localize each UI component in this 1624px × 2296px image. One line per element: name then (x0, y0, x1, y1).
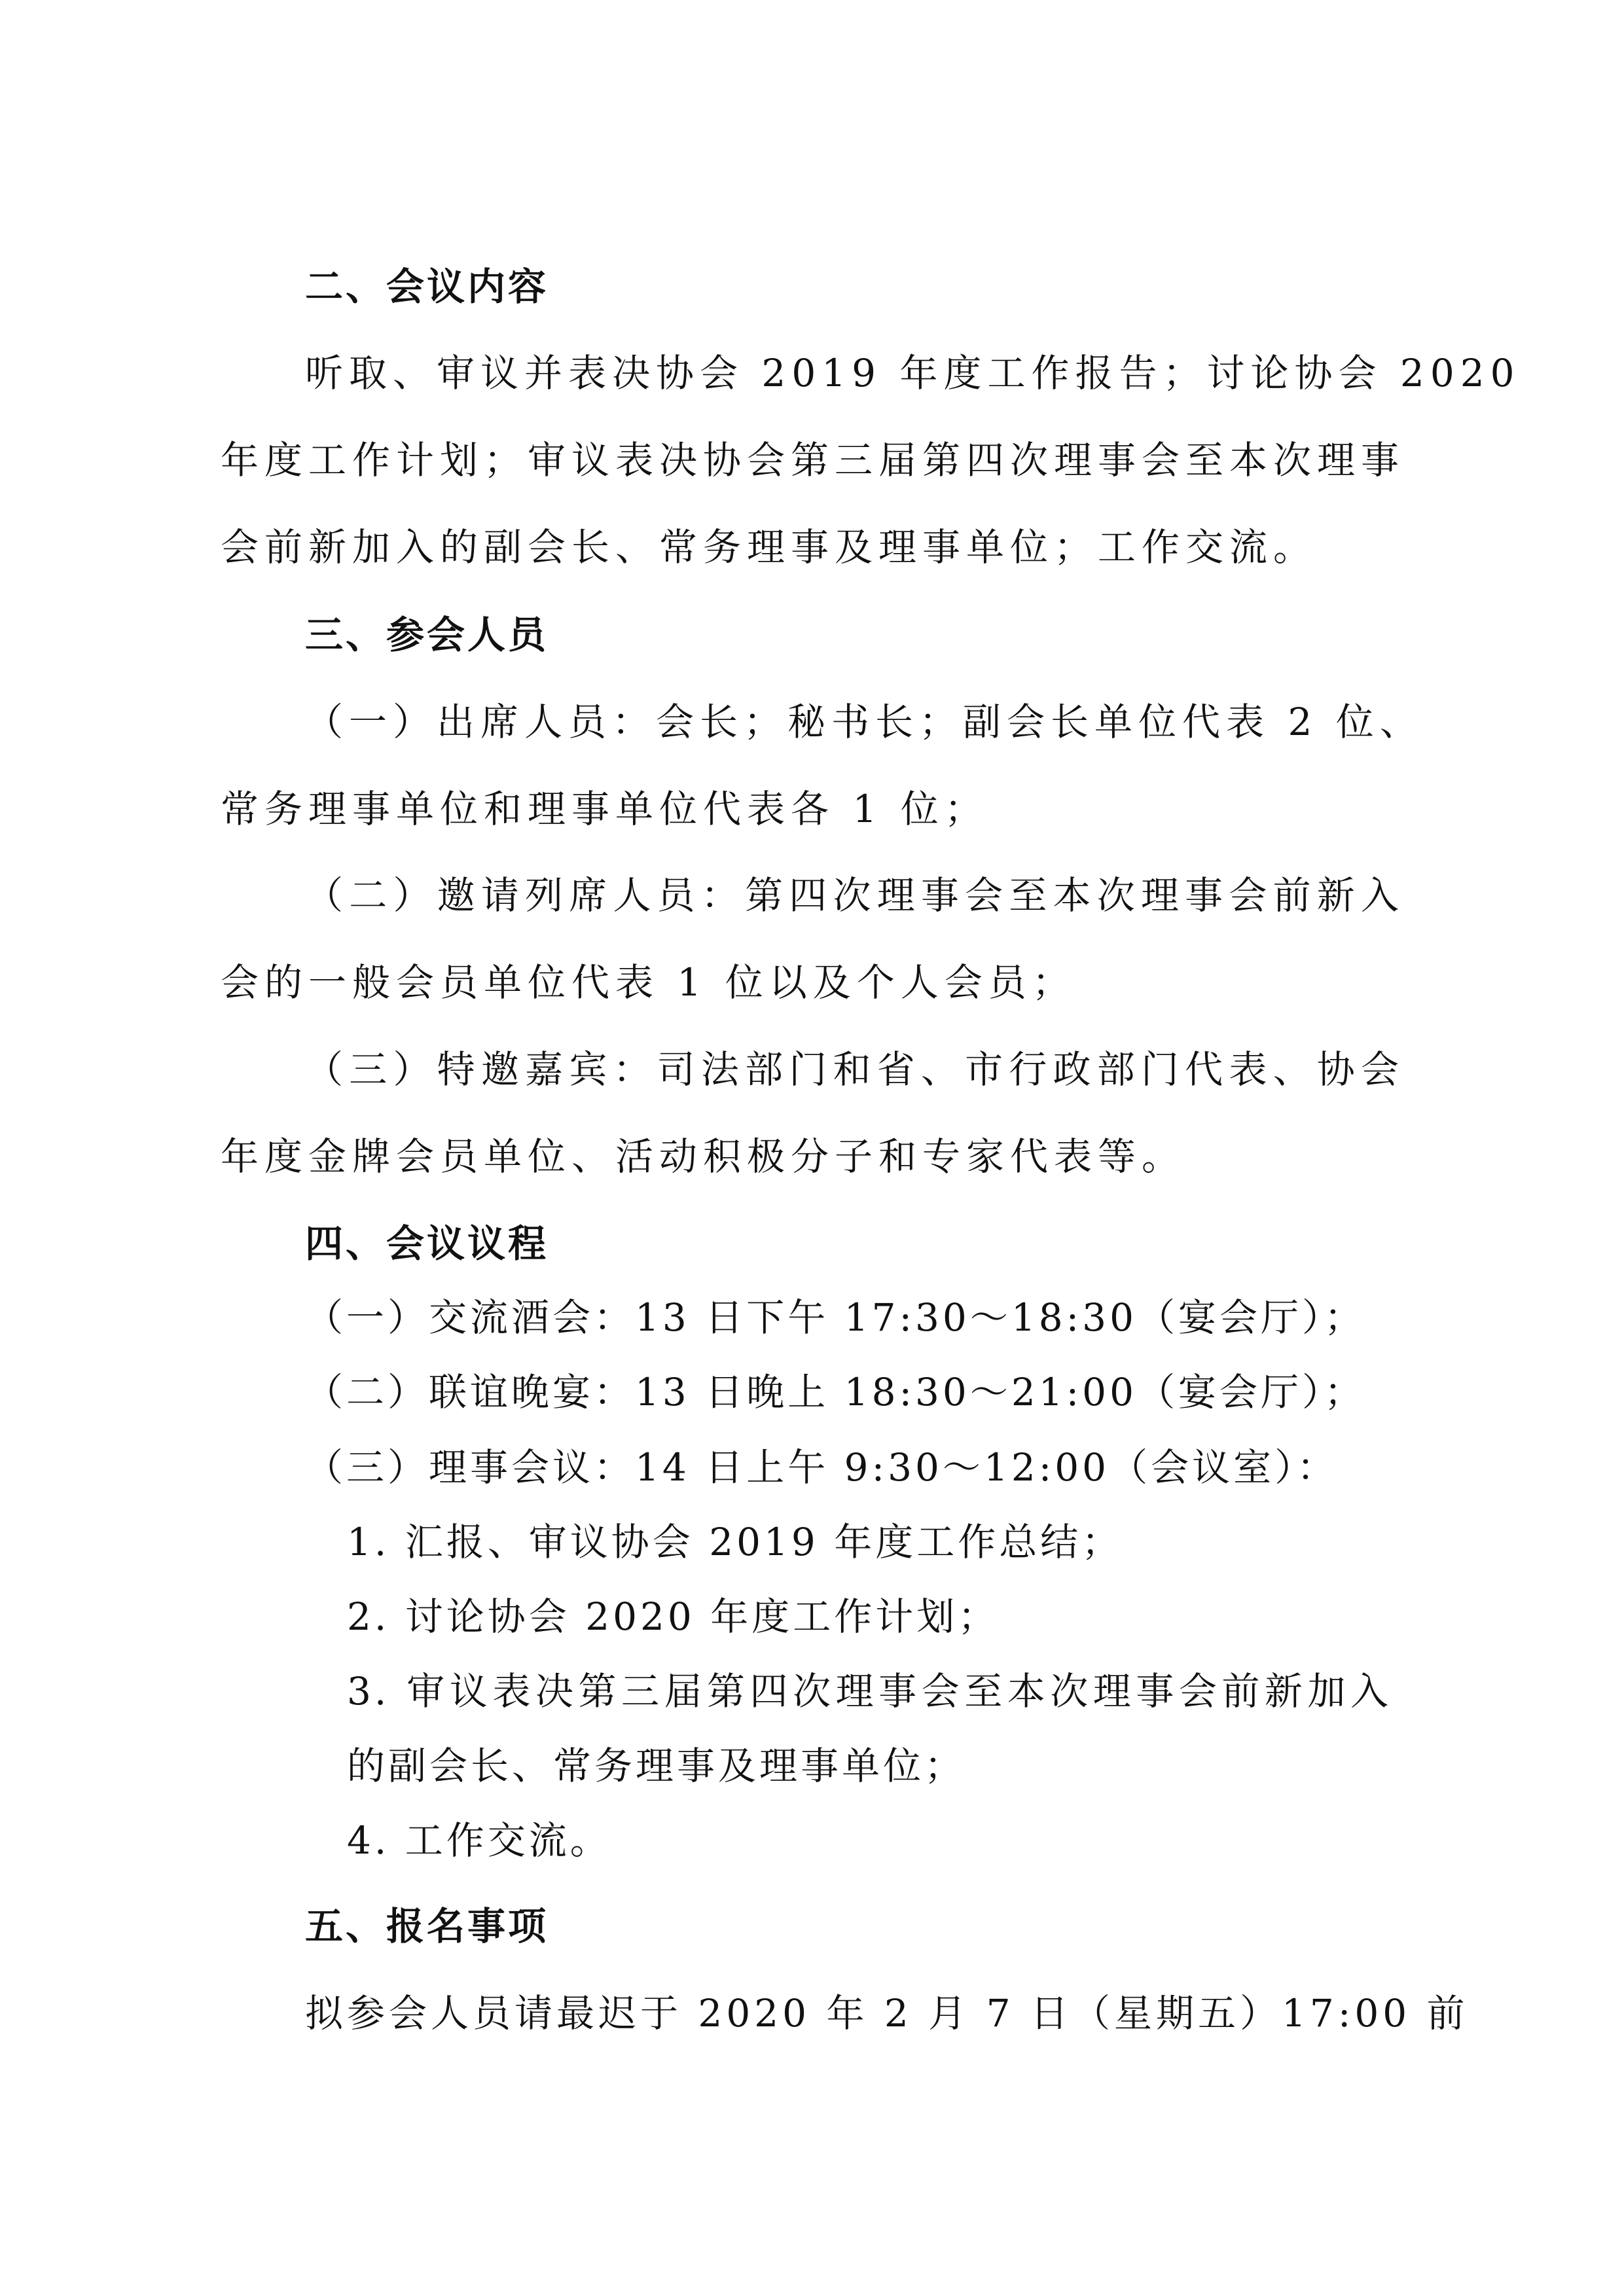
attendees-line-5: （三）特邀嘉宾：司法部门和省、市行政部门代表、协会 (305, 1047, 1405, 1092)
agenda-subitem-4: 4. 工作交流。 (347, 1818, 611, 1863)
attendees-line-6: 年度金牌会员单位、活动积极分子和专家代表等。 (221, 1134, 1186, 1179)
section-heading-meeting-content: 二、会议内容 (305, 264, 549, 309)
attendees-line-4: 会的一般会员单位代表 1 位以及个人会员； (221, 960, 1076, 1005)
meeting-content-line-3: 会前新加入的副会长、常务理事及理事单位；工作交流。 (221, 525, 1318, 569)
section-heading-attendees: 三、参会人员 (305, 613, 549, 657)
registration-line-1: 拟参会人员请最迟于 2020 年 2 月 7 日（星期五）17:00 前 (305, 1991, 1469, 2036)
agenda-subitem-3: 3. 审议表决第三届第四次理事会至本次理事会前新加入 (347, 1669, 1392, 1713)
agenda-subitem-1: 1. 汇报、审议协会 2019 年度工作总结； (347, 1520, 1123, 1564)
meeting-content-line-1: 听取、审议并表决协会 2019 年度工作报告；讨论协会 2020 (305, 351, 1521, 395)
attendees-line-2: 常务理事单位和理事单位代表各 1 位； (221, 787, 988, 831)
attendees-line-1: （一）出席人员：会长；秘书长；副会长单位代表 2 位、 (305, 700, 1424, 744)
agenda-item-council-meeting: （三）理事会议：14 日上午 9:30～12:00（会议室）： (305, 1445, 1339, 1490)
agenda-subitem-2: 2. 讨论协会 2020 年度工作计划； (347, 1594, 1000, 1639)
agenda-item-reception: （一）交流酒会：13 日下午 17:30～18:30（宴会厅）； (305, 1295, 1365, 1340)
agenda-subitem-3-cont: 的副会长、常务理事及理事单位； (347, 1744, 966, 1788)
meeting-content-line-2: 年度工作计划；审议表决协会第三届第四次理事会至本次理事 (221, 438, 1405, 482)
attendees-line-3: （二）邀请列席人员：第四次理事会至本次理事会前新入 (305, 873, 1405, 918)
agenda-item-dinner: （二）联谊晚宴：13 日晚上 18:30～21:00（宴会厅）； (305, 1370, 1365, 1414)
section-heading-registration: 五、报名事项 (305, 1904, 549, 1948)
section-heading-agenda: 四、会议议程 (305, 1221, 549, 1266)
